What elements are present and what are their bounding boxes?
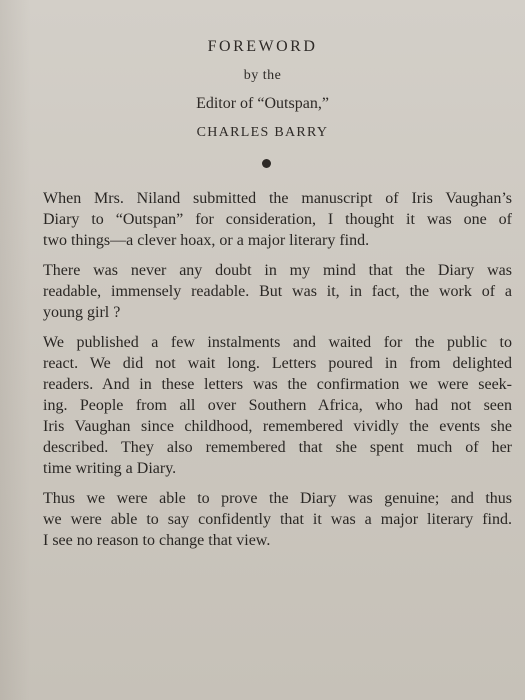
text-line: react. We did not wait long. Letters poured in from delighted: [43, 355, 512, 372]
editor-line: Editor of “Outspan,”: [196, 95, 329, 112]
paragraph-4: [20, 488, 512, 551]
text-line: readable, immensely readable. But was it, in fact, the work of a: [43, 283, 512, 300]
paragraph-3: [20, 332, 512, 479]
text-line: readers. And in these letters was the confirmation we were seek-: [43, 376, 512, 393]
foreword-title: FOREWORD: [207, 38, 318, 55]
text-line: I see no reason to change that view.: [43, 532, 271, 549]
text-line: There was never any doubt in my mind that the Diary was: [43, 262, 512, 279]
text-line: two things—a clever hoax, or a major literary find.: [43, 232, 370, 249]
section-dot-ornament: [262, 159, 271, 168]
byline-prefix: by the: [243, 68, 282, 83]
text-line: We published a few instalments and waited for the public to: [43, 334, 512, 351]
text-line: described. They also remembered that she spent much of her: [43, 439, 512, 456]
paragraph-1: [20, 188, 512, 251]
author-name: CHARLES BARRY: [196, 125, 329, 140]
text-line: we were able to say confidently that it was a major literary find.: [43, 511, 512, 528]
text-line: young girl ?: [43, 304, 121, 321]
text-line: time writing a Diary.: [43, 460, 177, 477]
paragraph-2: [20, 260, 512, 323]
text-line: ing. People from all over Southern Africa, who had not seen: [43, 397, 512, 414]
text-line: Iris Vaughan since childhood, remembered vividly the events she: [43, 418, 512, 435]
text-line: Diary to “Outspan” for consideration, I thought it was one of: [43, 211, 512, 228]
text-line: Thus we were able to prove the Diary was genuine; and thus: [43, 490, 512, 507]
foreword-body: [20, 188, 512, 560]
text-line: When Mrs. Niland submitted the manuscript of Iris Vaughan’s: [43, 190, 512, 207]
